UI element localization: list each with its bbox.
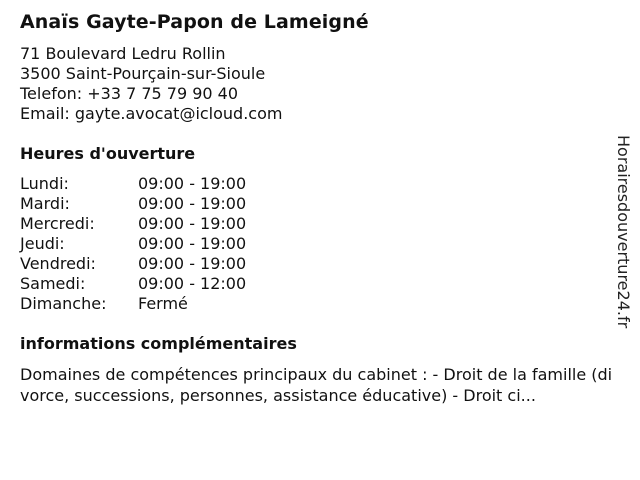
phone-line: Telefon: +33 7 75 79 90 40	[20, 84, 239, 103]
site-watermark: Horairesdouverture24.fr	[614, 135, 633, 329]
day-hours: 09:00 - 19:00	[138, 214, 247, 233]
email-line: Email: gayte.avocat@icloud.com	[20, 104, 283, 123]
day-hours: 09:00 - 19:00	[138, 194, 247, 213]
day-label: Samedi:	[20, 274, 86, 293]
day-hours: 09:00 - 19:00	[138, 254, 247, 273]
business-card	[20, 10, 620, 406]
hours-row-wednesday	[20, 214, 620, 234]
opening-hours-table	[20, 174, 620, 314]
day-label: Mercredi:	[20, 214, 95, 233]
day-label: Vendredi:	[20, 254, 96, 273]
day-label: Jeudi:	[20, 234, 65, 253]
hours-row-thursday	[20, 234, 620, 254]
day-label: Dimanche:	[20, 294, 107, 313]
address-city: 3500 Saint-Pourçain-sur-Sioule	[20, 64, 266, 83]
hours-row-monday	[20, 174, 620, 194]
day-label: Mardi:	[20, 194, 70, 213]
business-name: Anaïs Gayte-Papon de Lameigné	[20, 11, 369, 33]
day-hours: 09:00 - 19:00	[138, 174, 247, 193]
day-label: Lundi:	[20, 174, 69, 193]
day-hours: 09:00 - 19:00	[138, 234, 247, 253]
day-hours: Fermé	[138, 294, 188, 313]
hours-row-tuesday	[20, 194, 620, 214]
day-hours: 09:00 - 12:00	[138, 274, 247, 293]
additional-info-text: Domaines de compétences principaux du cabinet : - Droit de la famille (divorce, successions, personnes, assistance éducative) - Droit ci...	[20, 365, 613, 405]
address-street: 71 Boulevard Ledru Rollin	[20, 44, 226, 63]
hours-row-sunday	[20, 294, 620, 314]
hours-row-friday	[20, 254, 620, 274]
additional-info-title: informations complémentaires	[20, 334, 297, 353]
hours-row-saturday	[20, 274, 620, 294]
opening-hours-title: Heures d'ouverture	[20, 144, 196, 163]
